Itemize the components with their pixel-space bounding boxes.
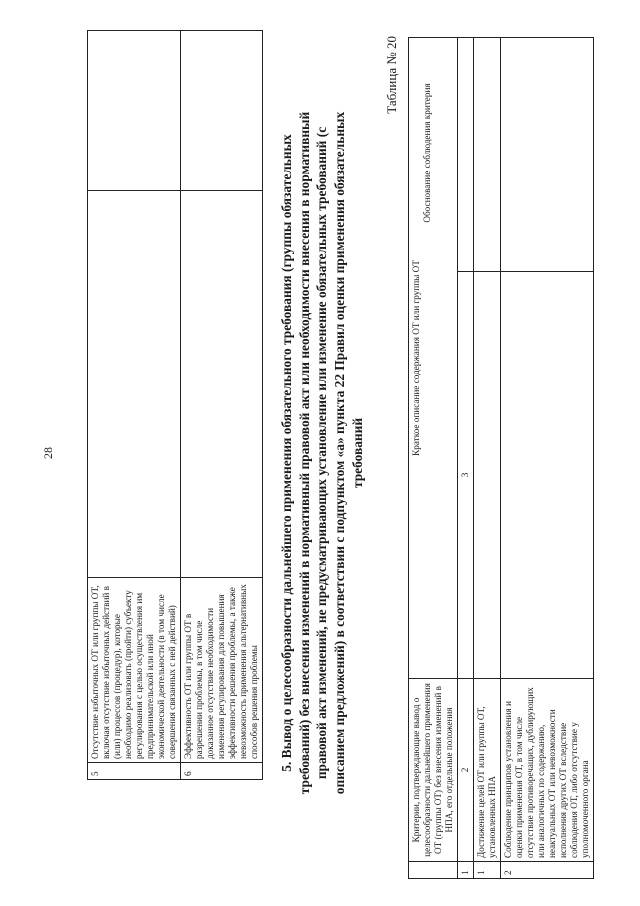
header-justification: Обоснование соблюдения критерия bbox=[422, 83, 433, 223]
table-row bbox=[501, 38, 594, 879]
description-cell bbox=[501, 272, 594, 679]
col-number: 3 bbox=[458, 272, 474, 679]
justification-cell bbox=[181, 31, 263, 191]
section-title: 5. Вывод о целесообразности дальнейшего применения обязательного требования (группы обязательных требований) без внесения изменений в нормативный правовой акт или необходимости внесения в нормативный правовой акт изменений, не предусматривающих установление или изменение обязательных требований (с описанием предложений) в соответствии с подпунктом «а» пункта 22 Правил оценки применения обязательных требований bbox=[279, 111, 365, 795]
criterion-cell: Отсутствие избыточных ОТ или группы ОТ, включая отсутствие избыточных действий в (или) процессов (процедур), которые необходимо реализовать (пройти) субъекту регулирования с целью осуществления им предпринимательской или иной экономической деятельности (в том числе совершения связанных с ней действий) bbox=[88, 578, 181, 763]
criterion-cell: Эффективность ОТ или группы ОТ в разрешении проблемы, в том числе доказанное отсутствие необходимости изменения регулирования для повышения эффективности решения проблемы, а также невозможность применения альтернативных способов решения проблемы bbox=[181, 578, 263, 763]
col-number: 1 bbox=[458, 862, 474, 879]
description-cell bbox=[181, 191, 263, 578]
conclusion-table bbox=[408, 37, 594, 879]
row-number: 1 bbox=[474, 862, 501, 879]
header-number-cell bbox=[409, 862, 458, 879]
col-number-empty bbox=[458, 38, 474, 272]
table-row bbox=[181, 31, 263, 780]
header-criterion: Критерии, подтверждающие вывод о целесообразности дальнейшего применения ОТ (группы ОТ) без внесения изменений в НПА, его отдельные положения bbox=[409, 679, 458, 862]
header-group bbox=[409, 38, 458, 679]
row-number: 5 bbox=[88, 763, 181, 780]
criterion-cell: Соблюдение принципов установления и оценки применения ОТ, в том числе отсутствие противоречащих, дублирующих или аналогичных по содержанию, неактуальных ОТ или невозможности исполнения других ОТ вследствие соблюдения ОТ, либо отсутствие у уполномоченного органа bbox=[501, 679, 594, 862]
description-cell bbox=[474, 272, 501, 679]
table-numbering-row bbox=[458, 38, 474, 879]
criterion-cell: Достижение целей ОТ или группы ОТ, установленных НПА bbox=[474, 679, 501, 862]
table-header-row bbox=[409, 38, 458, 879]
col-number: 2 bbox=[458, 679, 474, 862]
justification-cell bbox=[88, 31, 181, 191]
justification-cell bbox=[474, 38, 501, 272]
description-cell bbox=[88, 191, 181, 578]
table-row bbox=[474, 38, 501, 879]
table-row bbox=[88, 31, 181, 780]
justification-cell bbox=[501, 38, 594, 272]
table-caption: Таблица № 20 bbox=[384, 36, 399, 114]
criteria-table-continued bbox=[87, 30, 263, 780]
page-number: 28 bbox=[41, 447, 55, 459]
header-span-label: Краткое описание содержания ОТ или группы ОТ bbox=[411, 260, 421, 456]
row-number: 2 bbox=[501, 862, 594, 879]
row-number: 6 bbox=[181, 763, 263, 780]
